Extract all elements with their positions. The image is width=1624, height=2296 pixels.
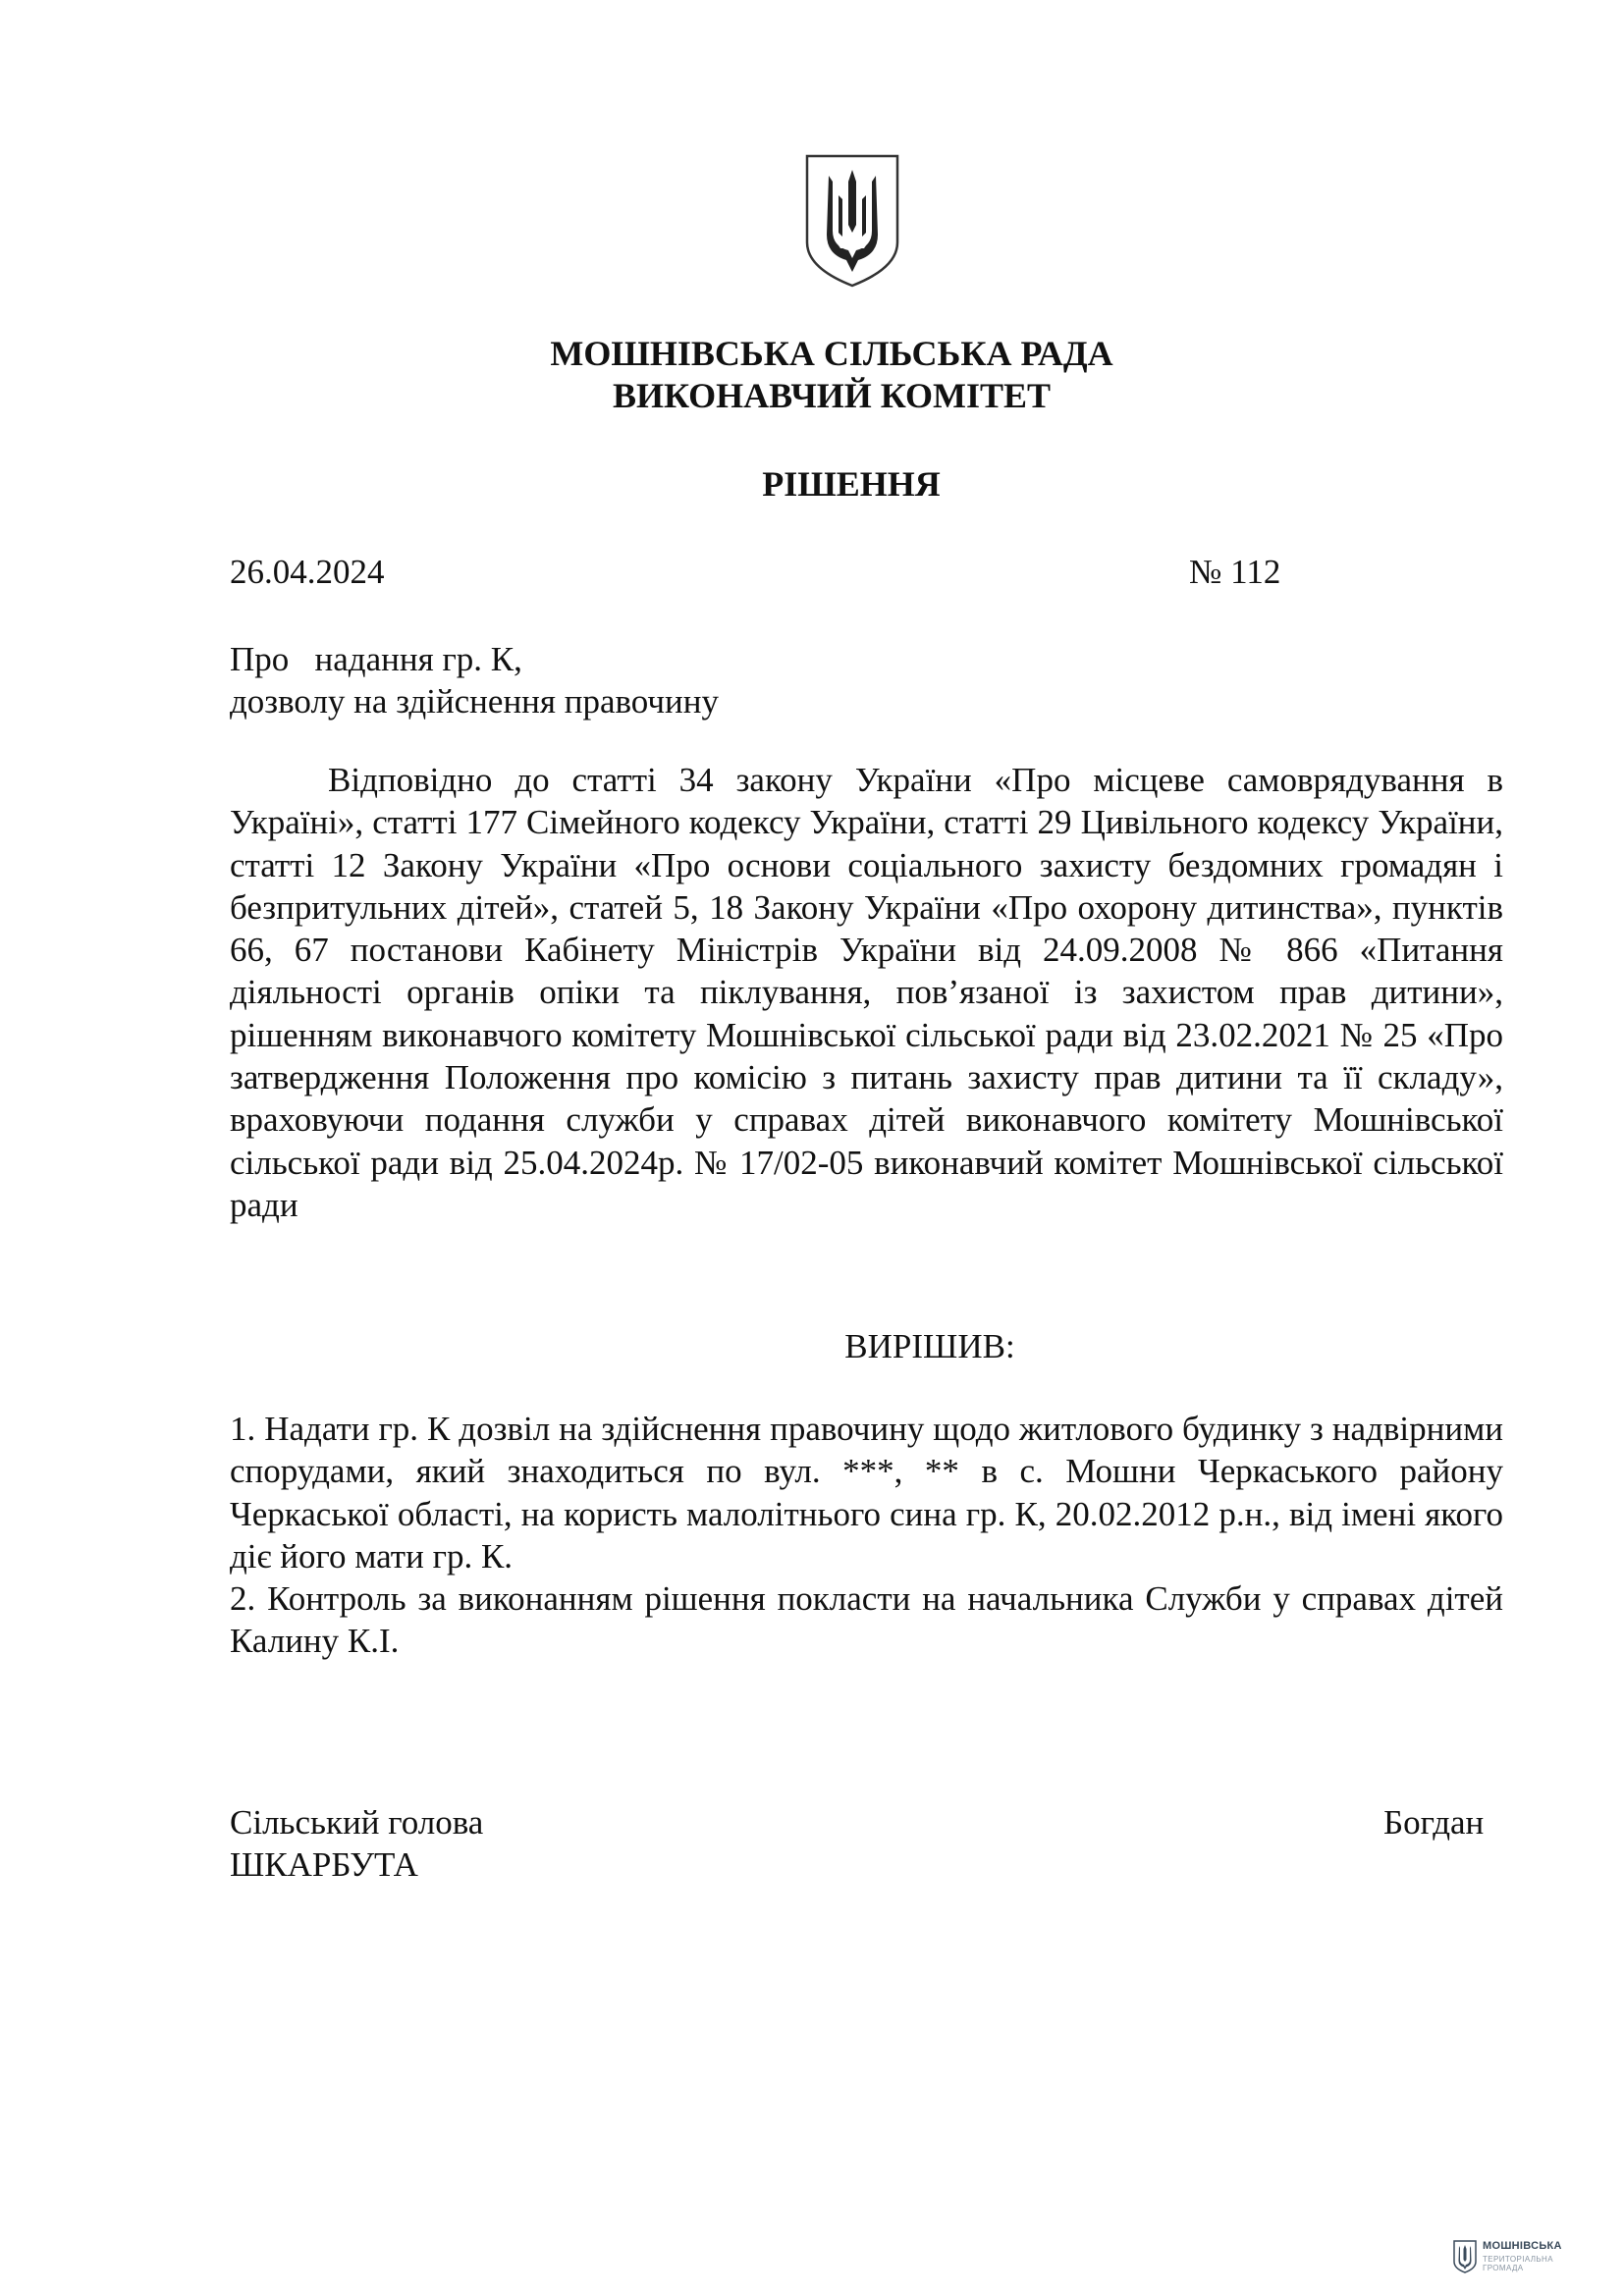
signatory-first-name: Богдан bbox=[1383, 1803, 1485, 1842]
decision-item: 1. Надати гр. К дозвіл на здійснення правочину щодо житлового будинку з надвірними спорудами, який знаходиться по вул. ***, ** в с. Мошни Черкаського району Черкаської області, на користь малолітнього сина гр. К, 20.02.2012 р.н., від імені якого діє його мати гр. К. bbox=[230, 1410, 1503, 1575]
subject-line: Про надання гр. К, bbox=[230, 640, 522, 678]
council-name: МОШНІВСЬКА СІЛЬСЬКА РАДА bbox=[550, 334, 1113, 373]
document-subject bbox=[230, 638, 719, 722]
watermark-title: МОШНІВСЬКА bbox=[1483, 2240, 1562, 2252]
trident-icon bbox=[1453, 2240, 1477, 2273]
decided-heading: ВИРІШИВ: bbox=[844, 1327, 1015, 1365]
document-number: № 112 bbox=[1189, 553, 1281, 591]
document-type: РІШЕННЯ bbox=[762, 464, 941, 504]
watermark-subtitle: ГРОМАДА bbox=[1483, 2264, 1524, 2272]
signatory-surname: ШКАРБУТА bbox=[230, 1845, 418, 1884]
coat-of-arms-icon bbox=[803, 152, 901, 290]
signatory-position: Сільський голова bbox=[230, 1803, 484, 1842]
committee-name: ВИКОНАВЧИЙ КОМІТЕТ bbox=[612, 376, 1052, 415]
community-watermark bbox=[1453, 2238, 1600, 2277]
signature-block bbox=[230, 1801, 483, 1886]
decision-items bbox=[230, 1408, 1503, 1663]
preamble-paragraph: Відповідно до статті 34 закону України «Про місцеве самоврядування в Україні», статті 177 Сімейного кодексу України, статті 29 Цивільного кодексу України, статті 12 Закону України «Про основи соціального захисту бездомних громадян і безпритульних дітей», статей 5, 18 Закону України «Про охорону дитинства», пунктів 66, 67 постанови Кабінету Міністрів України від 24.09.2008 № 866 «Питання діяльності органів опіки та піклування, пов’язаної із захистом прав дитини», рішенням виконавчого комітету Мошнівської сільської ради від 23.02.2021 № 25 «Про затвердження Положення про комісію з питань захисту прав дитини та її складу», враховуючи подання служби у справах дітей виконавчого комітету Мошнівської сільської ради від 25.04.2024р. № 17/02-05 виконавчий комітет Мошнівської сільської ради bbox=[230, 761, 1503, 1224]
decision-item: 2. Контроль за виконанням рішення покласти на начальника Служби у справах дітей Калину К.І. bbox=[230, 1579, 1503, 1661]
watermark-subtitle: ТЕРИТОРІАЛЬНА bbox=[1483, 2255, 1553, 2264]
document-date: 26.04.2024 bbox=[230, 553, 385, 591]
subject-line: дозволу на здійснення правочину bbox=[230, 682, 719, 721]
